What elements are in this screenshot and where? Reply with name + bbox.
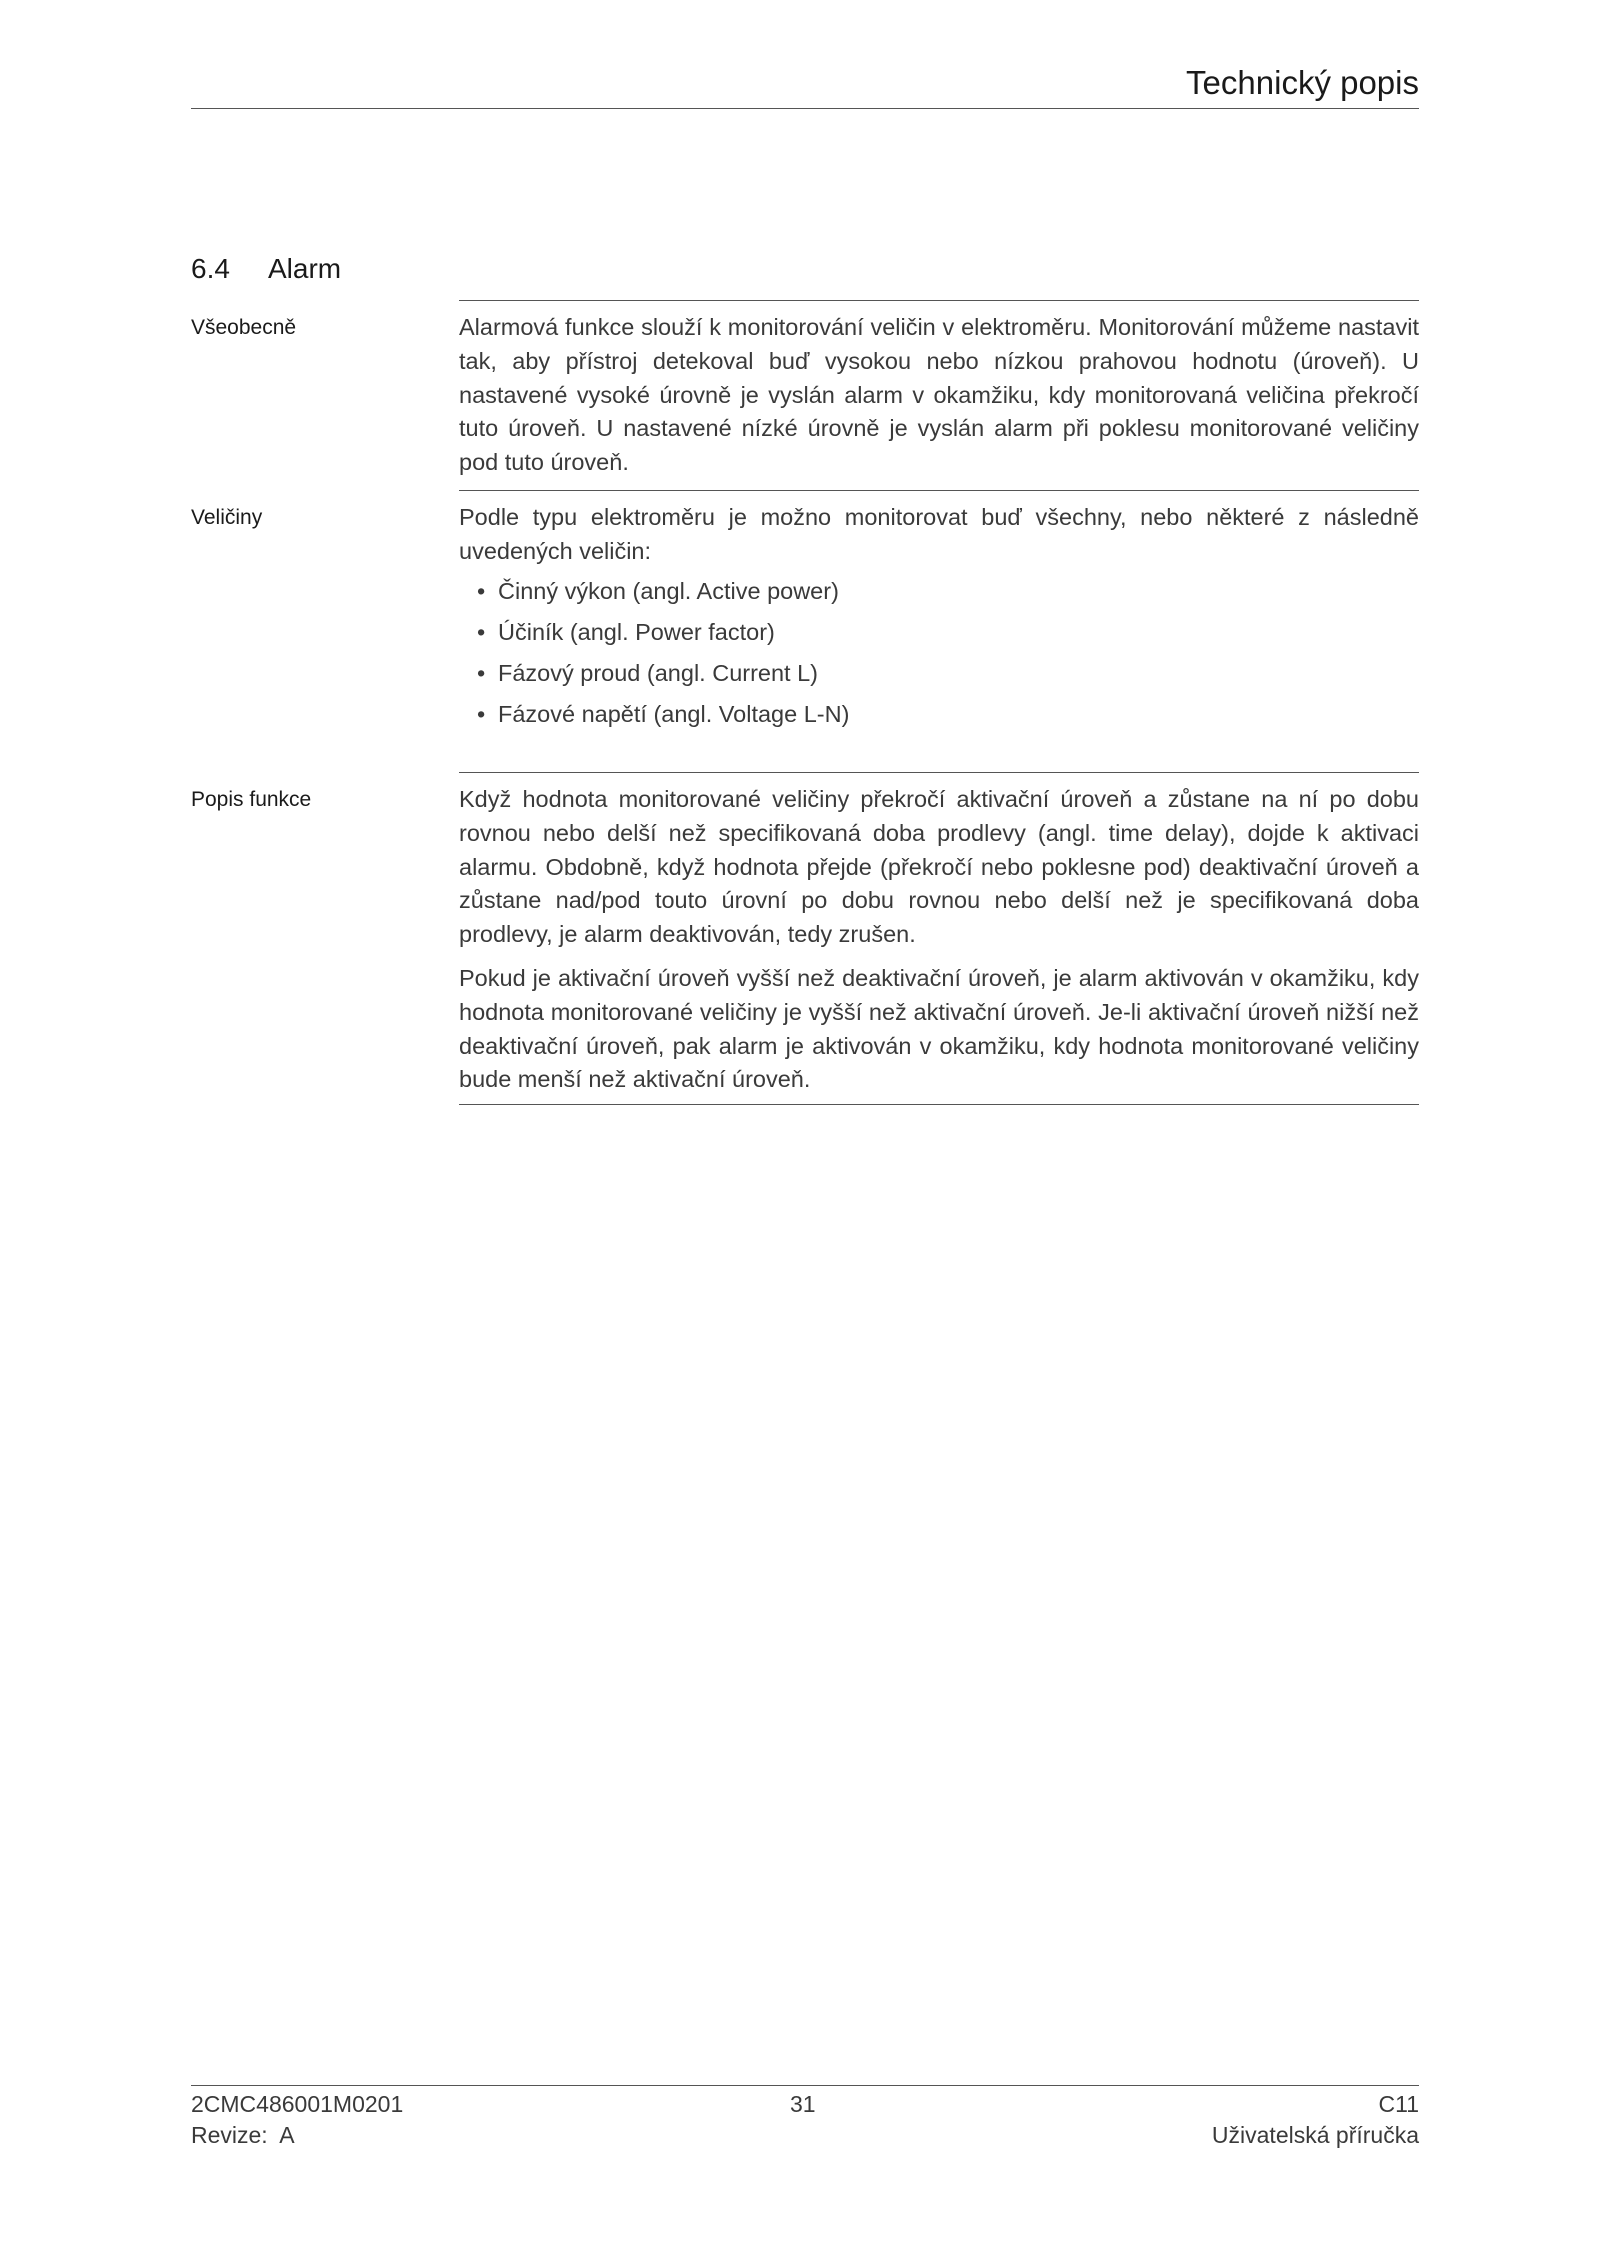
- block-rule-general: [459, 300, 1419, 301]
- bullet-icon: •: [477, 660, 486, 687]
- section-title: Alarm: [268, 253, 342, 284]
- footer-rule: [191, 2085, 1419, 2086]
- section-number: 6.4: [191, 253, 230, 284]
- bullet-icon: •: [477, 701, 486, 728]
- quantities-list: [459, 575, 1419, 733]
- quantities-intro: Podle typu elektroměru je možno monitorovat buď všechny, nebo některé z následně uvedených veličin:: [459, 504, 1419, 564]
- function-paragraph-2: Pokud je aktivační úroveň vyšší než deaktivační úroveň, je alarm aktivován v okamžiku, kdy hodnota monitorované veličiny je vyšší než aktivační úroveň. Je-li aktivační úroveň nižší než deaktivační úroveň, pak alarm je aktivován v okamžiku, kdy hodnota monitorované veličiny bude menší než aktivační úroveň.: [459, 964, 1419, 1093]
- page-number: 31: [790, 2091, 816, 2117]
- bullet-icon: •: [477, 618, 486, 645]
- footer-product: C11: [1378, 2091, 1419, 2117]
- footer-manual: Uživatelská příručka: [1211, 2122, 1419, 2148]
- general-paragraph: Alarmová funkce slouží k monitorování veličin v elektroměru. Monitorování můžeme nastavit tak, aby přístroj detekoval buď vysokou nebo nízkou prahovou hodnotu (úroveň). U nastavené vysoké úrovně je vyslán alarm v okamžiku, kdy monitorovaná veličina překročí tuto úroveň. U nastavené nízké úrovně je vyslán alarm při poklesu monitorované veličiny pod tuto úroveň.: [459, 314, 1419, 476]
- list-item: • Činný výkon (angl. Active power): [459, 575, 1419, 609]
- function-paragraph-1: Když hodnota monitorované veličiny překročí aktivační úroveň a zůstane na ní po dobu rovnou nebo delší než specifikovaná doba prodlevy (angl. time delay), dojde k aktivaci alarmu. Obdobně, když hodnota přejde (překročí nebo poklesne pod) deaktivační úroveň a zůstane nad/pod touto úrovní po dobu rovnou nebo delší než je specifikovaná doba prodlevy, je alarm deaktivován, tedy zrušen.: [459, 786, 1419, 948]
- header-title: Technický popis: [1186, 64, 1419, 101]
- block-rule-function: [459, 772, 1419, 773]
- footer-doc-id: 2CMC486001M0201: [191, 2091, 404, 2117]
- header-rule: [191, 108, 1419, 109]
- block-label-quantities: Veličiny: [191, 506, 263, 529]
- block-label-general: Všeobecně: [191, 316, 297, 339]
- footer-revision: Revize: A: [191, 2122, 295, 2148]
- section-heading: [191, 253, 341, 285]
- list-item: • Fázový proud (angl. Current L): [459, 657, 1419, 691]
- list-item: • Fázové napětí (angl. Voltage L-N): [459, 698, 1419, 732]
- block-body-quantities: [459, 501, 1419, 740]
- block-rule-quantities: [459, 490, 1419, 491]
- block-end-rule: [459, 1104, 1419, 1105]
- block-label-function: Popis funkce: [191, 788, 312, 811]
- bullet-icon: •: [477, 577, 486, 604]
- block-body-function: [459, 783, 1419, 1097]
- block-body-general: [459, 311, 1419, 480]
- list-item: • Účiník (angl. Power factor): [459, 616, 1419, 650]
